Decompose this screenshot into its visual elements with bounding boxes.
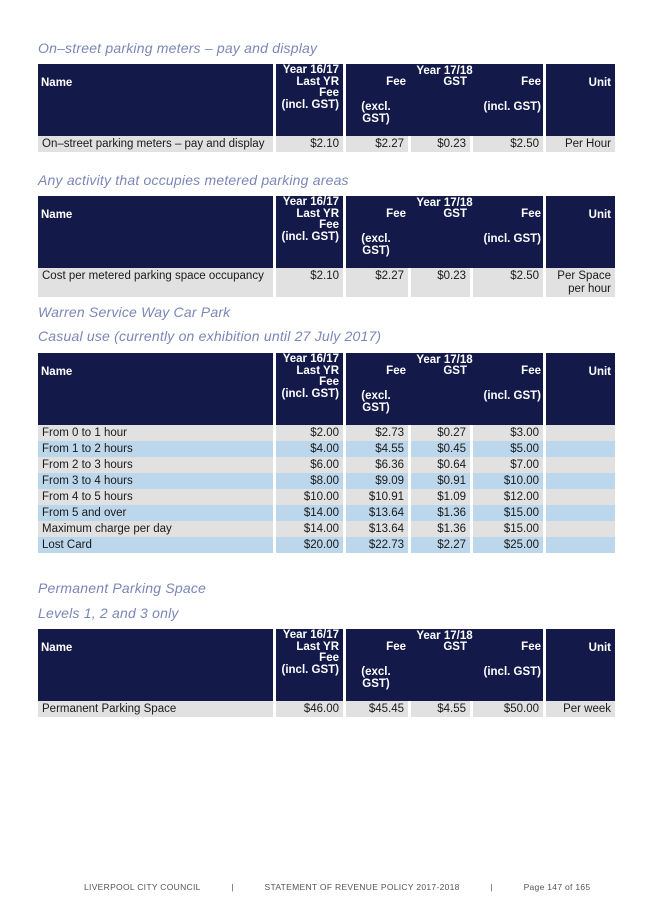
fee-last-year: $6.00 <box>276 457 346 473</box>
fee-table-metered-occupancy <box>38 196 615 297</box>
section-subtitle-casual-use: Casual use (currently on exhibition until 27 July 2017) <box>38 328 382 344</box>
fee-unit <box>546 537 615 553</box>
fee-excl-gst: $10.91 <box>346 489 411 505</box>
fee-unit <box>546 425 615 441</box>
fee-incl-gst: $5.00 <box>473 441 546 457</box>
fee-incl-gst: $15.00 <box>473 505 546 521</box>
fee-unit <box>546 505 615 521</box>
fee-last-year: $14.00 <box>276 521 346 537</box>
fee-incl-gst: $10.00 <box>473 473 546 489</box>
section-title-onstreet: On–street parking meters – pay and display <box>38 40 318 56</box>
header-year-16-17: Year 16/17 Last YR Fee (incl. GST) <box>276 64 346 136</box>
table-row <box>38 505 615 521</box>
header-name: Name <box>38 64 276 136</box>
table-row <box>38 457 615 473</box>
footer-separator: | <box>490 882 493 892</box>
fee-last-year: $2.00 <box>276 425 346 441</box>
fee-excl-gst: $13.64 <box>346 521 411 537</box>
header-year-16-17: Year 16/17 Last YR Fee (incl. GST) <box>276 196 346 268</box>
fee-unit <box>546 489 615 505</box>
fee-unit <box>546 457 615 473</box>
fee-incl-gst: $2.50 <box>473 136 546 152</box>
section-title-metered-occupancy: Any activity that occupies metered parking areas <box>38 172 349 188</box>
fee-unit: Per Space per hour <box>546 268 615 297</box>
fee-unit: Per week <box>546 701 615 717</box>
fee-gst: $0.23 <box>411 268 473 297</box>
fee-incl-gst: $15.00 <box>473 521 546 537</box>
section-title-permanent-parking: Permanent Parking Space <box>38 580 207 596</box>
table-row <box>38 489 615 505</box>
fee-excl-gst: $4.55 <box>346 441 411 457</box>
fee-unit <box>546 441 615 457</box>
fee-incl-gst: $12.00 <box>473 489 546 505</box>
header-unit: Unit <box>546 196 615 268</box>
fee-last-year: $8.00 <box>276 473 346 489</box>
fee-excl-gst: $2.73 <box>346 425 411 441</box>
table-row <box>38 441 615 457</box>
fee-name: From 2 to 3 hours <box>38 457 276 473</box>
fee-excl-gst: $6.36 <box>346 457 411 473</box>
table-row <box>38 521 615 537</box>
fee-name: From 0 to 1 hour <box>38 425 276 441</box>
fee-gst: $1.36 <box>411 505 473 521</box>
fee-excl-gst: $2.27 <box>346 268 411 297</box>
fee-gst: $4.55 <box>411 701 473 717</box>
fee-incl-gst: $7.00 <box>473 457 546 473</box>
fee-unit <box>546 473 615 489</box>
table-row <box>38 701 615 717</box>
fee-gst: $2.27 <box>411 537 473 553</box>
fee-name: From 4 to 5 hours <box>38 489 276 505</box>
footer-document-title: STATEMENT OF REVENUE POLICY 2017-2018 <box>264 882 460 892</box>
fee-excl-gst: $2.27 <box>346 136 411 152</box>
header-year-17-18: Year 17/18 Fee (excl. GST) GST Fee (incl. GST) <box>346 64 546 136</box>
header-unit: Unit <box>546 353 615 425</box>
fee-name: Maximum charge per day <box>38 521 276 537</box>
fee-last-year: $2.10 <box>276 268 346 297</box>
fee-name: From 5 and over <box>38 505 276 521</box>
table-row <box>38 136 615 152</box>
fee-last-year: $10.00 <box>276 489 346 505</box>
fee-excl-gst: $13.64 <box>346 505 411 521</box>
fee-unit <box>546 521 615 537</box>
header-name: Name <box>38 196 276 268</box>
fee-name: From 3 to 4 hours <box>38 473 276 489</box>
fee-gst: $0.91 <box>411 473 473 489</box>
fee-last-year: $2.10 <box>276 136 346 152</box>
fee-table-permanent-parking <box>38 629 615 717</box>
header-name: Name <box>38 629 276 701</box>
fee-last-year: $4.00 <box>276 441 346 457</box>
header-year-17-18: Year 17/18 Fee (excl. GST) GST Fee (incl. GST) <box>346 353 546 425</box>
fee-name: Lost Card <box>38 537 276 553</box>
header-year-16-17: Year 16/17 Last YR Fee (incl. GST) <box>276 629 346 701</box>
fee-last-year: $14.00 <box>276 505 346 521</box>
page-footer <box>84 882 590 892</box>
footer-separator: | <box>231 882 234 892</box>
fee-gst: $0.45 <box>411 441 473 457</box>
fee-gst: $0.64 <box>411 457 473 473</box>
header-name: Name <box>38 353 276 425</box>
fee-incl-gst: $25.00 <box>473 537 546 553</box>
fee-incl-gst: $3.00 <box>473 425 546 441</box>
fee-name: Cost per metered parking space occupancy <box>38 268 276 297</box>
fee-gst: $1.36 <box>411 521 473 537</box>
fee-name: From 1 to 2 hours <box>38 441 276 457</box>
fee-unit: Per Hour <box>546 136 615 152</box>
fee-table-casual-use <box>38 353 615 553</box>
fee-excl-gst: $22.73 <box>346 537 411 553</box>
fee-last-year: $46.00 <box>276 701 346 717</box>
table-row <box>38 268 615 297</box>
footer-page-number: Page 147 of 165 <box>523 882 591 892</box>
footer-org: LIVERPOOL CITY COUNCIL <box>84 882 201 892</box>
fee-incl-gst: $2.50 <box>473 268 546 297</box>
fee-table-onstreet <box>38 64 615 152</box>
section-title-warren-car-park: Warren Service Way Car Park <box>38 304 231 320</box>
fee-excl-gst: $9.09 <box>346 473 411 489</box>
fee-excl-gst: $45.45 <box>346 701 411 717</box>
fee-gst: $1.09 <box>411 489 473 505</box>
fee-gst: $0.23 <box>411 136 473 152</box>
table-row <box>38 473 615 489</box>
section-subtitle-levels: Levels 1, 2 and 3 only <box>38 605 179 621</box>
header-year-17-18: Year 17/18 Fee (excl. GST) GST Fee (incl. GST) <box>346 629 546 701</box>
fee-last-year: $20.00 <box>276 537 346 553</box>
fee-name: On–street parking meters – pay and display <box>38 136 276 152</box>
fee-gst: $0.27 <box>411 425 473 441</box>
header-unit: Unit <box>546 629 615 701</box>
header-year-16-17: Year 16/17 Last YR Fee (incl. GST) <box>276 353 346 425</box>
fee-incl-gst: $50.00 <box>473 701 546 717</box>
fee-name: Permanent Parking Space <box>38 701 276 717</box>
table-row <box>38 537 615 553</box>
header-year-17-18: Year 17/18 Fee (excl. GST) GST Fee (incl. GST) <box>346 196 546 268</box>
table-row <box>38 425 615 441</box>
header-unit: Unit <box>546 64 615 136</box>
